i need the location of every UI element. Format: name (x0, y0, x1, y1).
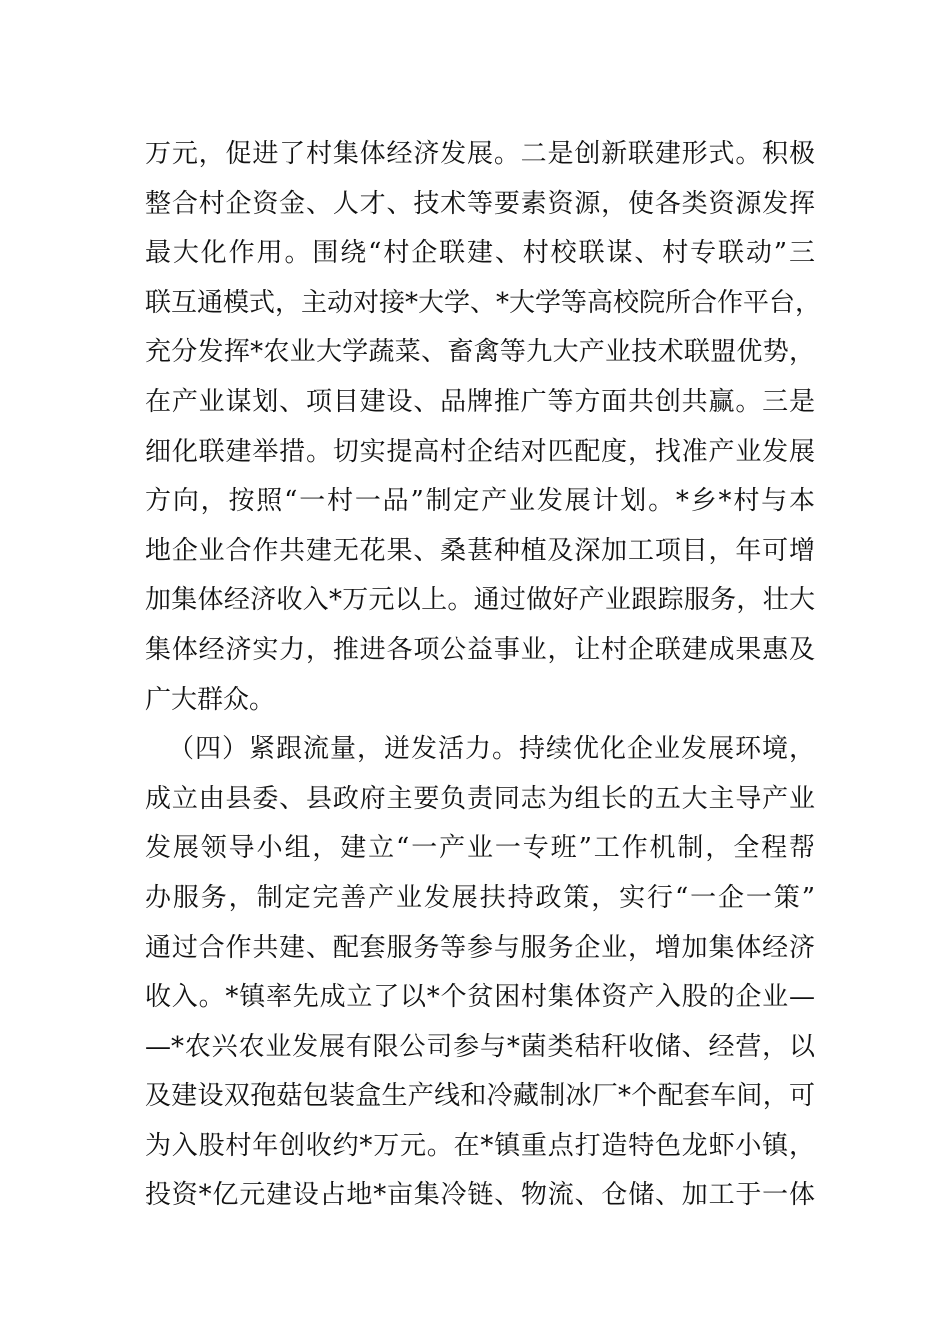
text-line: 通过合作共建、配套服务等参与服务企业，增加集体经济 (145, 932, 815, 963)
text-line: 收入。*镇率先成立了以*个贫困村集体资产入股的企业— (145, 982, 815, 1013)
section-heading-line: （四）紧跟流量，迸发活力。持续优化企业发展环境， (168, 734, 815, 765)
text-line: 整合村企资金、人才、技术等要素资源，使各类资源发挥 (145, 188, 815, 219)
text-line: 细化联建举措。切实提高村企结对匹配度，找准产业发展 (145, 436, 815, 467)
text-line: 加集体经济收入*万元以上。通过做好产业跟踪服务，壮大 (145, 585, 815, 616)
text-line: 在产业谋划、项目建设、品牌推广等方面共创共赢。三是 (145, 386, 815, 417)
text-line: 办服务，制定完善产业发展扶持政策，实行“一企一策” (145, 882, 815, 913)
text-line: 充分发挥*农业大学蔬菜、畜禽等九大产业技术联盟优势， (145, 337, 815, 368)
paragraph-end-line: 广大群众。 (145, 684, 276, 715)
text-line: 投资*亿元建设占地*亩集冷链、物流、仓储、加工于一体 (145, 1180, 815, 1211)
text-line: 方向，按照“一村一品”制定产业发展计划。*乡*村与本 (145, 486, 815, 517)
body-text (145, 130, 822, 1221)
text-line: 联互通模式，主动对接*大学、*大学等高校院所合作平台， (145, 287, 822, 318)
text-line: 万元，促进了村集体经济发展。二是创新联建形式。积极 (145, 139, 815, 169)
text-line: 发展领导小组，建立“一产业一专班”工作机制，全程帮 (145, 833, 815, 864)
text-line: —*农兴农业发展有限公司参与*菌类秸秆收储、经营，以 (145, 1031, 815, 1062)
text-line: 成立由县委、县政府主要负责同志为组长的五大主导产业 (145, 783, 815, 814)
text-line: 为入股村年创收约*万元。在*镇重点打造特色龙虾小镇， (145, 1130, 815, 1161)
text-line: 及建设双孢菇包装盒生产线和冷藏制冰厂*个配套车间，可 (145, 1081, 815, 1112)
text-line: 地企业合作共建无花果、桑葚种植及深加工项目，年可增 (145, 535, 815, 566)
text-line: 最大化作用。围绕“村企联建、村校联谋、村专联动”三 (145, 238, 815, 269)
text-line: 集体经济实力，推进各项公益事业，让村企联建成果惠及 (145, 634, 815, 665)
